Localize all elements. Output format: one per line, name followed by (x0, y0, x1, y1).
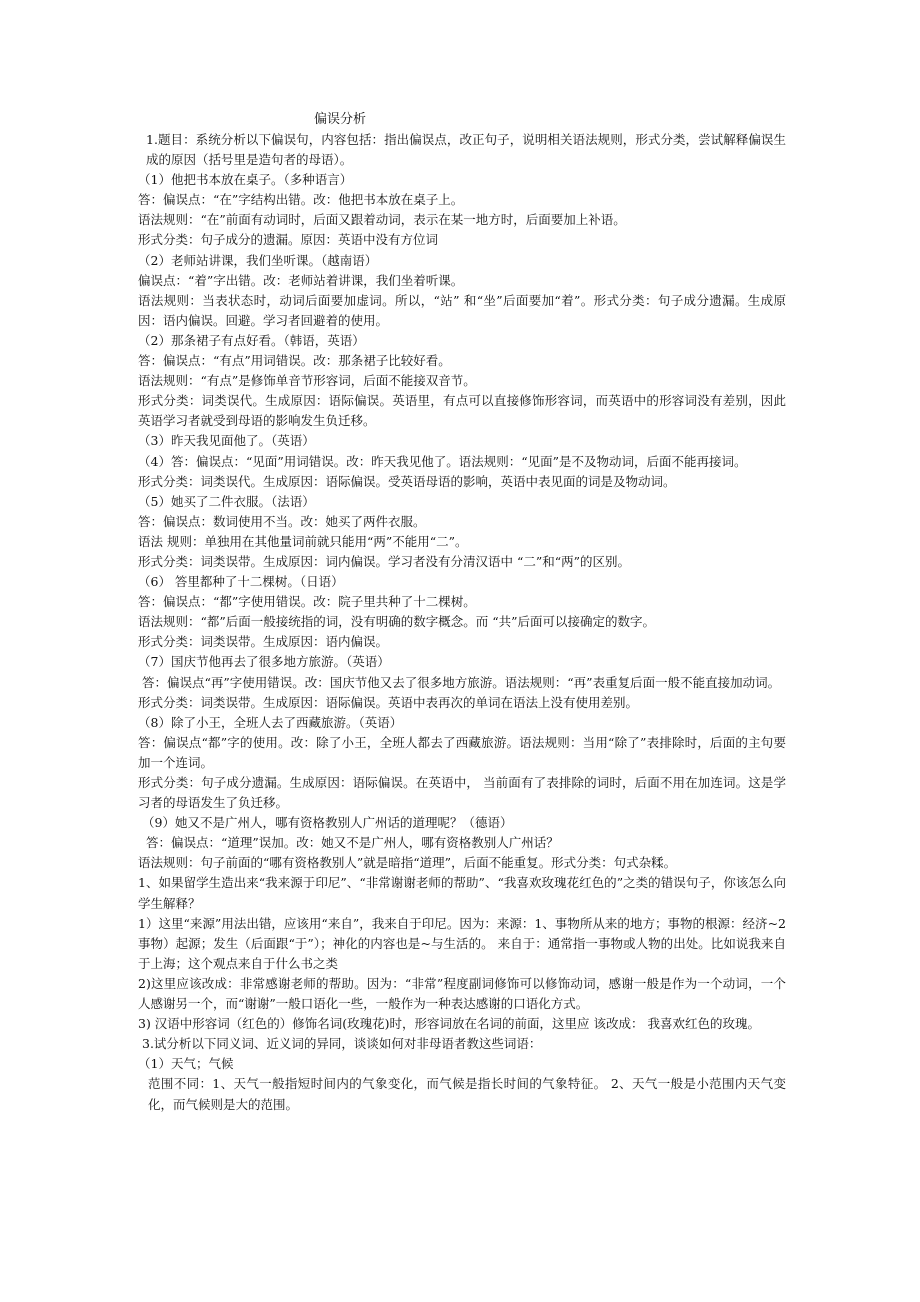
paragraph: 语法规则：“有点”是修饰单音节形容词，后面不能接双音节。 (138, 373, 476, 389)
paragraph: 答：偏误点：数词使用不当。改：她买了两件衣服。 (138, 513, 426, 529)
paragraph: 答：偏误点：“在”字结构出错。改：他把书本放在桌子上。 (138, 192, 464, 208)
paragraph: 1）这里“来源”用法出错，应该用“来自”，我来自于印尼。因为：来源：1、事物所从来的地方；事物的根源：经济~2 事物）起源；发生（后面跟“于”）；神化的内容也是~与生活的。 来自于：通常指一事物或人物的出处。比如说我来自于上海；这个观点来自于什么书之类 (138, 915, 786, 971)
paragraph: 形式分类：词类误带。生成原因：词内偏误。学习者没有分清汉语中 “二”和“两”的区别。 (138, 553, 631, 569)
paragraph: 语法规则：“都”后面一般接统指的词，没有明确的数字概念。而 “共”后面可以接确定的数字。 (138, 614, 656, 630)
document-title: 偏误分析 (314, 112, 367, 127)
paragraph: 形式分类：词类误代。生成原因：语际偏误。英语里，有点可以直接修饰形容词，而英语中的形容词没有差别，因此英语学习者就受到母语的影响发生负迁移。 (138, 393, 786, 429)
paragraph: 语法规则：句子前面的“哪有资格教别人”就是暗指“道理”，后面不能重复。形式分类：句式杂糅。 (138, 855, 677, 871)
paragraph: 形式分类：词类误带。生成原因：语内偏误。 (138, 634, 389, 650)
paragraph: 1、如果留学生造出来“我来源于印尼”、“非常谢谢老师的帮助”、“我喜欢玫瑰花红色的”之类的错误句子，你该怎么向学生解释？ (138, 875, 786, 911)
paragraph: （9）她又不是广州人，哪有资格教别人广州话的道理呢？（德语） (142, 815, 513, 831)
paragraph: （8）除了小王，全班人去了西藏旅游。（英语） (138, 714, 403, 730)
paragraph: 答：偏误点：“道理”误加。改：她又不是广州人，哪有资格教别人广州话？ (146, 835, 559, 851)
paragraph: 形式分类：词类误带。生成原因：语际偏误。英语中表再次的单词在语法上没有使用差别。 (138, 694, 639, 710)
paragraph: 形式分类：句子成分的遗漏。原因：英语中没有方位词 (138, 232, 439, 248)
paragraph: （6） 答里都种了十二棵树。（日语） (138, 574, 344, 590)
paragraph: 形式分类：句子成分遗漏。生成原因：语际偏误。在英语中， 当前面有了表排除的词时，后面不用在加连词。这是学习者的母语发生了负迁移。 (138, 775, 786, 811)
paragraph: （2）那条裙子有点好看。（韩语，英语） (138, 332, 365, 348)
paragraph: 语法规则：“在”前面有动词时，后面又跟着动词，表示在某一地方时，后面要加上补语。 (138, 212, 626, 228)
paragraph: 3) 汉语中形容词（红色的）修饰名词(玫瑰花)时，形容词放在名词的前面，这里应 该改成： 我喜欢红色的玫瑰。 (138, 1016, 761, 1032)
paragraph: 答：偏误点“再”字使用错误。改：国庆节他又去了很多地方旅游。语法规则：“再”表重复后面一般不能直接加动词。 (142, 674, 781, 690)
paragraph: （4）答：偏误点：“见面”用词错误。改：昨天我见他了。语法规则：“见面”是不及物动词，后面不能再接词。 (138, 453, 747, 469)
paragraph: 形式分类：词类误代。生成原因：语际偏误。受英语母语的影响，英语中表见面的词是及物动词。 (138, 473, 676, 489)
paragraph: （3）昨天我见面他了。（英语） (138, 433, 315, 449)
paragraph: 2)这里应该改成：非常感谢老师的帮助。因为：“非常”程度副词修饰可以修饰动词，感谢一般是作为一个动词，一个人感谢另一个，而“谢谢”一般口语化一些，一般作为一种表达感谢的口语化方式。 (138, 975, 786, 1012)
paragraph: （5）她买了二件衣服。（法语） (138, 493, 315, 509)
document-page (138, 110, 786, 1115)
paragraph: （7）国庆节他再去了很多地方旅游。（英语） (138, 654, 390, 670)
paragraph: 答：偏误点“都”字的使用。改：除了小王，全班人都去了西藏旅游。语法规则：当用“除了”表排除时，后面的主句要加一个连词。 (138, 734, 786, 770)
paragraph: 范围不同：1、天气一般指短时间内的气象变化，而气候是指长时间的气象特征。 2、天气一般是小范围内天气变化，而气候则是大的范围。 (148, 1076, 786, 1112)
paragraph: 偏误点：“着”字出错。改：老师站着讲课，我们坐着听课。 (138, 272, 464, 288)
paragraph: 答：偏误点：“都”字使用错误。改：院子里共种了十二棵树。 (138, 594, 476, 610)
paragraph: （1）天气；气候 (138, 1056, 234, 1072)
paragraph: （2）老师站讲课，我们坐听课。（越南语） (138, 252, 378, 268)
paragraph: 3.试分析以下同义词、近义词的异同，谈谈如何对非母语者教这些词语： (142, 1036, 542, 1052)
paragraph: 语法规则：当表状态时，动词后面要加虚词。所以，“站” 和“坐”后面要加“着”。形式分类：句子成分遗漏。生成原因：语内偏误。回避。学习者回避着的使用。 (138, 292, 786, 328)
paragraph: 1.题目：系统分析以下偏误句，内容包括：指出偏误点，改正句子，说明相关语法规则，形式分类，尝试解释偏误生成的原因（括号里是造句者的母语）。 (146, 132, 786, 168)
paragraph: 语法 规则：单独用在其他量词前就只能用“两”不能用“二”。 (138, 533, 468, 549)
paragraph: （1）他把书本放在桌子。（多种语言） (138, 172, 353, 188)
paragraph: 答：偏误点：“有点”用词错误。改：那条裙子比较好看。 (138, 353, 451, 369)
